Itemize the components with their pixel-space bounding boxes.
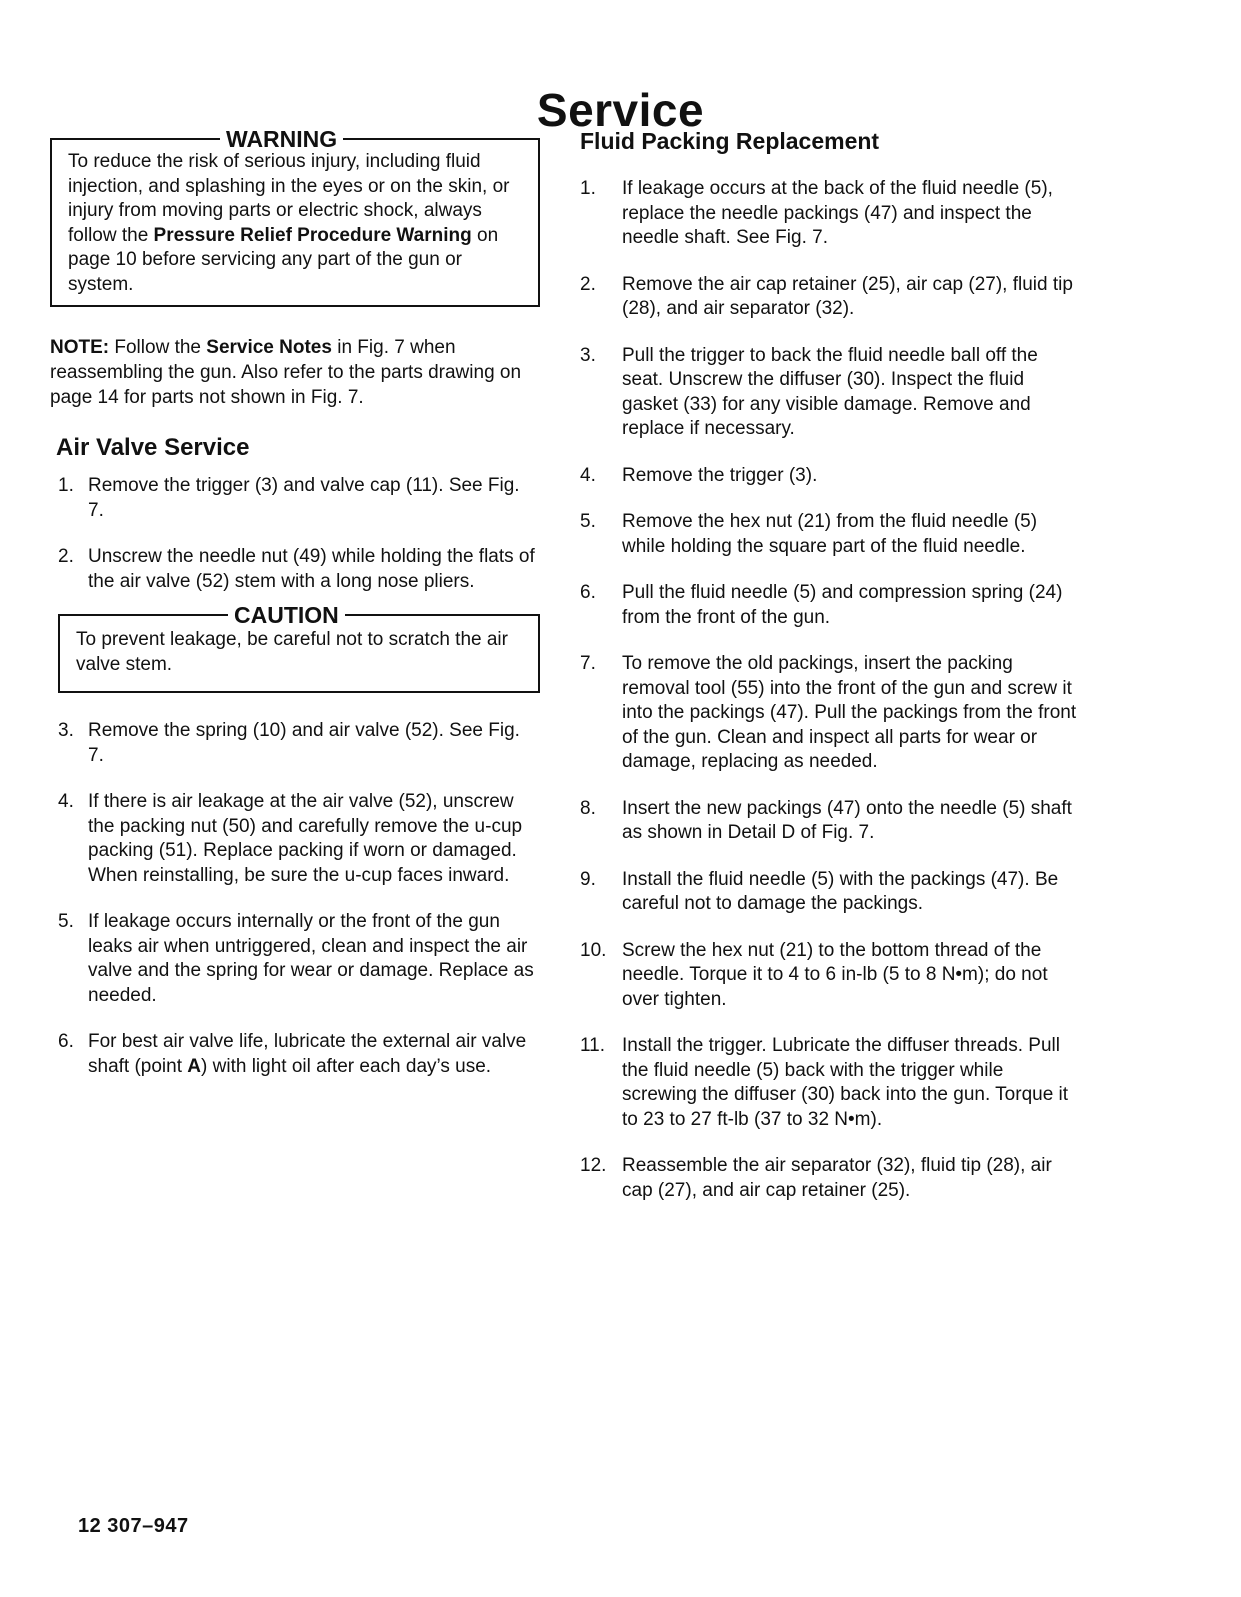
warning-text <box>68 150 524 297</box>
step-number: 4. <box>58 791 74 812</box>
step-text <box>88 1030 540 1079</box>
step-text: If leakage occurs at the back of the fluid needle (5), replace the needle packings (47) and inspect the needle shaft. See Fig. 7. <box>622 178 1053 248</box>
warning-box <box>50 126 540 307</box>
step-text: To remove the old packings, insert the packing removal tool (55) into the front of the gun and screw it into the packings (47). Pull the packings from the front of the gun. Clean and inspect all parts for wear or damage, replacing as needed. <box>622 653 1077 772</box>
left-column <box>50 128 540 1101</box>
note-text: Follow the <box>109 337 207 358</box>
step-text: Install the trigger. Lubricate the diffuser threads. Pull the fluid needle (5) back with the trigger while screwing the diffuser (30) back into the gun. Torque it to 23 to 27 ft-lb (37 to 32 N•m). <box>622 1035 1069 1130</box>
step-text: Unscrew the needle nut (49) while holding the flats of the air valve (52) stem with a long nose pliers. <box>88 546 535 592</box>
step-text: Remove the trigger (3) and valve cap (11). See Fig. 7. <box>88 475 520 521</box>
step-number: 1. <box>580 178 596 199</box>
fluid-packing-heading: Fluid Packing Replacement <box>580 128 880 154</box>
list-item <box>578 581 1078 630</box>
list-item <box>578 273 1078 322</box>
step-number: 11. <box>580 1035 606 1056</box>
step-text: Reassemble the air separator (32), fluid tip (28), air cap (27), and air cap retainer (25). <box>622 1155 1052 1201</box>
step-text: Screw the hex nut (21) to the bottom thread of the needle. Torque it to 4 to 6 in-lb (5 to 8 N•m); do not over tighten. <box>622 939 1048 1010</box>
page-footer: 12 307–947 <box>78 1515 189 1537</box>
list-item <box>578 797 1078 846</box>
caution-label: CAUTION <box>234 602 339 628</box>
step-number: 1. <box>58 475 74 496</box>
warning-text-part: on page 10 before servicing any part of the gun or system. <box>68 224 499 295</box>
caution-text: To prevent leakage, be careful not to scratch the air valve stem. <box>76 629 508 675</box>
right-column <box>578 128 1078 1225</box>
step-text: Remove the air cap retainer (25), air cap (27), fluid tip (28), and air separator (32). <box>622 273 1073 319</box>
step-number: 8. <box>580 797 596 819</box>
step-text: Remove the hex nut (21) from the fluid needle (5) while holding the square part of the fluid needle. <box>622 511 1038 557</box>
step-text-part: ) with light oil after each day’s use. <box>201 1055 492 1077</box>
warning-label: WARNING <box>226 126 338 152</box>
warning-rule-left <box>50 138 220 140</box>
step-text: Remove the spring (10) and air valve (52). See Fig. 7. <box>88 720 520 766</box>
air-valve-steps <box>50 474 540 594</box>
list-item <box>50 474 540 523</box>
step-number: 12. <box>580 1155 607 1176</box>
note-text: in Fig. 7 when reassembling the gun. Also refer to the parts drawing on page 14 for parts not shown in Fig. 7. <box>50 337 522 408</box>
step-text-part: For best air valve life, lubricate the external air valve shaft (point <box>88 1031 527 1077</box>
step-text: Insert the new packings (47) onto the needle (5) shaft as shown in Detail D of Fig. 7. <box>622 797 1072 843</box>
list-item <box>578 510 1078 559</box>
list-item <box>50 545 540 594</box>
point-a-label: A <box>187 1055 202 1077</box>
page-title: Service <box>536 83 705 136</box>
air-valve-steps-continued <box>50 719 540 1079</box>
step-number: 9. <box>580 868 596 890</box>
step-text: Install the fluid needle (5) with the packings (47). Be careful not to damage the packings. <box>622 868 1059 914</box>
step-text: Pull the fluid needle (5) and compression spring (24) from the front of the gun. <box>622 582 1063 628</box>
step-number: 6. <box>58 1031 74 1052</box>
step-text: If there is air leakage at the air valve (52), unscrew the packing nut (50) and carefully remove the u-cup packing (51). Replace packing if worn or damaged. When reinstalling, be sure the u-cup faces inward. <box>88 791 523 886</box>
caution-rule-left <box>58 614 228 616</box>
warning-bold: Pressure Relief Procedure Warning <box>153 224 472 246</box>
note-bold: Service Notes <box>206 337 332 358</box>
step-number: 2. <box>58 546 74 567</box>
list-item <box>578 868 1078 917</box>
step-text: If leakage occurs internally or the front of the gun leaks air when untriggered, clean and inspect the air valve and the spring for wear or damage. Replace as needed. <box>88 911 534 1006</box>
caution-header <box>58 604 540 626</box>
list-item <box>578 177 1078 251</box>
warning-text-part: To reduce the risk of serious injury, including fluid injection, and splashing in the eyes or on the skin, or injury from moving parts or electric shock, always follow the <box>68 151 510 246</box>
step-number: 4. <box>580 464 596 486</box>
step-number: 2. <box>580 273 596 295</box>
caution-box <box>58 602 540 693</box>
list-item <box>578 344 1078 442</box>
list-item <box>578 1154 1078 1203</box>
step-number: 3. <box>58 720 74 741</box>
note-label: NOTE: <box>50 337 110 358</box>
list-item <box>578 652 1078 775</box>
list-item <box>50 1030 540 1079</box>
step-number: 6. <box>580 582 596 603</box>
step-number: 3. <box>580 344 596 366</box>
caution-rule-right <box>345 614 540 616</box>
warning-rule-right <box>343 138 540 140</box>
list-item <box>50 719 540 768</box>
step-text: Pull the trigger to back the fluid needle ball off the seat. Unscrew the diffuser (30). Inspect the fluid gasket (33) for any visible damage. Remove and replace if necessary. <box>622 344 1038 439</box>
list-item <box>50 910 540 1008</box>
step-number: 7. <box>580 653 596 674</box>
list-item <box>50 790 540 888</box>
list-item <box>578 464 1078 489</box>
list-item <box>578 1034 1078 1132</box>
step-text: Remove the trigger (3). <box>622 464 818 486</box>
list-item <box>578 939 1078 1013</box>
step-number: 5. <box>58 911 74 932</box>
step-number: 10. <box>580 939 607 961</box>
fluid-packing-steps <box>578 177 1078 1203</box>
step-number: 5. <box>580 511 596 532</box>
note-paragraph <box>50 335 540 410</box>
air-valve-heading: Air Valve Service <box>56 434 250 461</box>
warning-header <box>50 128 540 150</box>
